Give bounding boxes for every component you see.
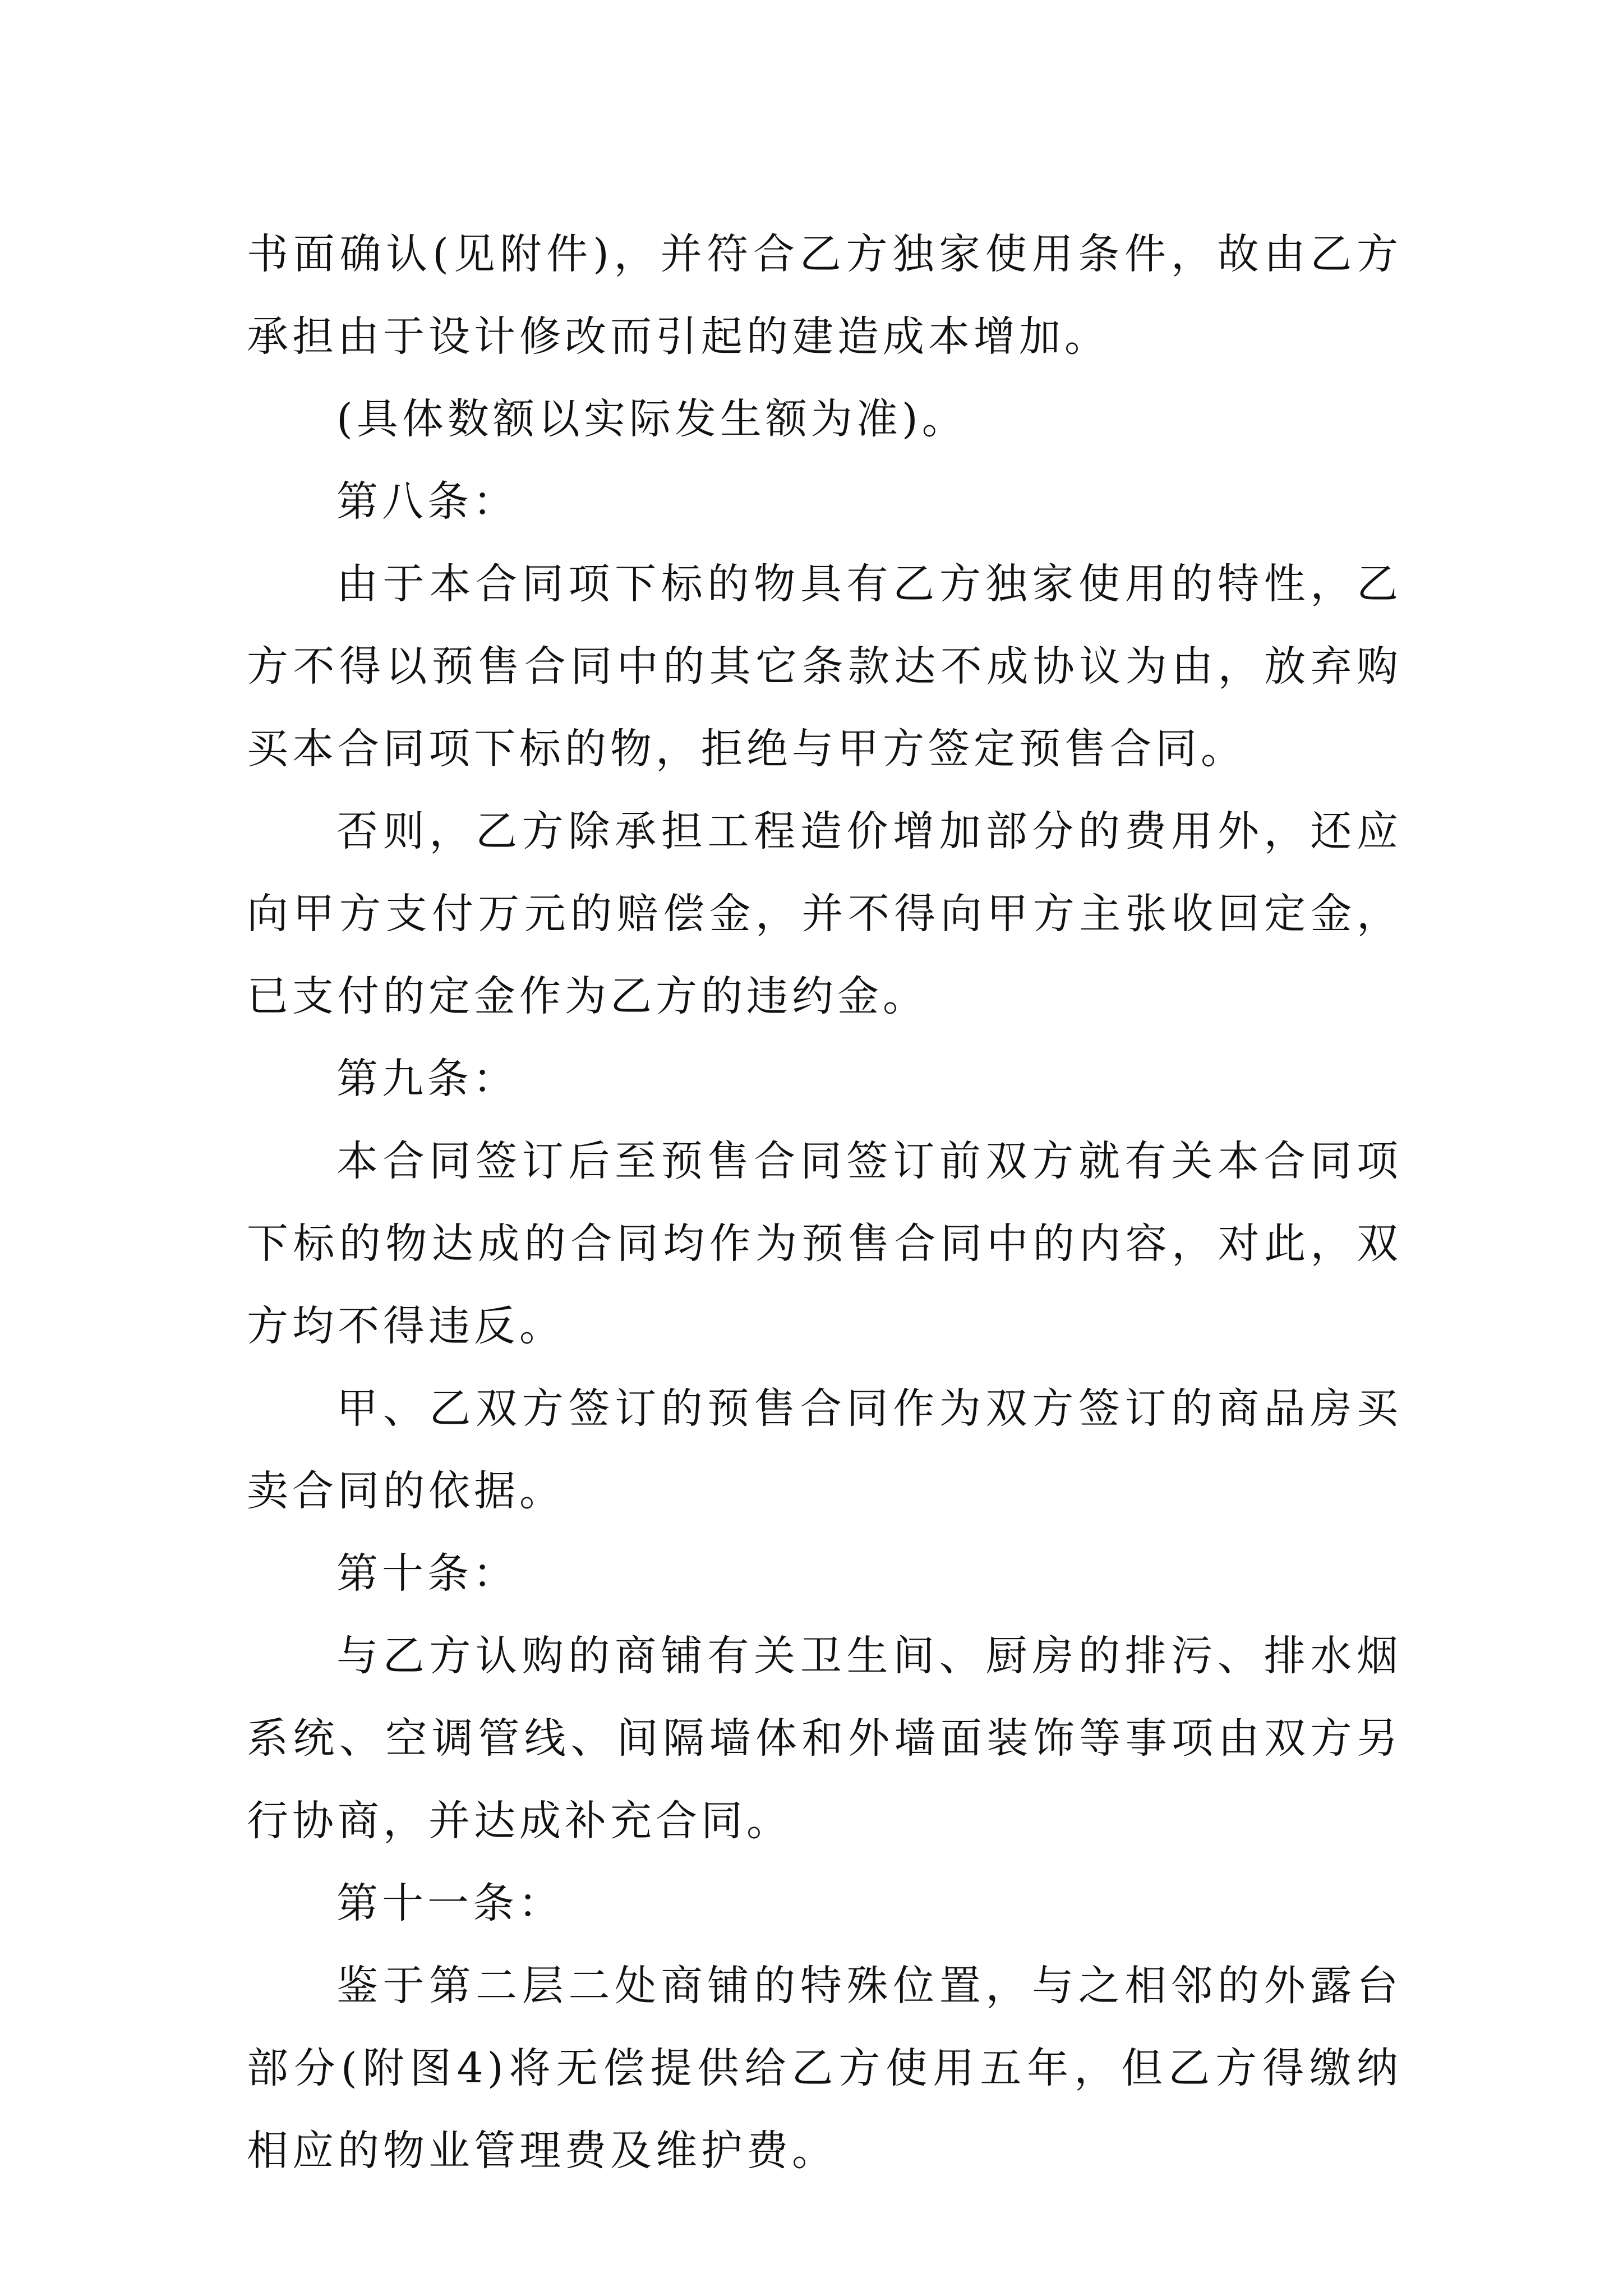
article-8-paragraph-1: 由于本合同项下标的物具有乙方独家使用的特性，乙方不得以预售合同中的其它条款达不成协议为由，放弃购买本合同项下标的物，拒绝与甲方签定预售合同。 <box>247 560 1402 773</box>
article-9-heading: 第九条： <box>336 1055 518 1103</box>
document-body <box>247 213 1402 2192</box>
article-8-heading: 第八条： <box>336 477 518 526</box>
article-11-heading: 第十一条： <box>336 1879 564 1927</box>
article-10-paragraph-1: 与乙方认购的商铺有关卫生间、厨房的排污、排水烟系统、空调管线、间隔墙体和外墙面装饰等事项由双方另行协商，并达成补充合同。 <box>247 1632 1402 1845</box>
article-11-paragraph-1: 鉴于第二层二处商铺的特殊位置，与之相邻的外露台部分(附图4)将无偿提供给乙方使用五年，但乙方得缴纳相应的物业管理费及维护费。 <box>247 1962 1402 2175</box>
article-8-paragraph-2: 否则，乙方除承担工程造价增加部分的费用外，还应向甲方支付万元的赔偿金，并不得向甲方主张收回定金，已支付的定金作为乙方的违约金。 <box>247 807 1402 1020</box>
article-9-paragraph-1: 本合同签订后至预售合同签订前双方就有关本合同项下标的物达成的合同均作为预售合同中的内容，对此，双方均不得违反。 <box>247 1137 1402 1350</box>
paragraph-amount-note: (具体数额以实际发生额为准)。 <box>336 395 967 443</box>
article-9-paragraph-2: 甲、乙双方签订的预售合同作为双方签订的商品房买卖合同的依据。 <box>247 1384 1402 1515</box>
paragraph-continuation: 书面确认(见附件)，并符合乙方独家使用条件，故由乙方承担由于设计修改而引起的建造成本增加。 <box>247 230 1402 361</box>
article-10-heading: 第十条： <box>336 1549 518 1598</box>
